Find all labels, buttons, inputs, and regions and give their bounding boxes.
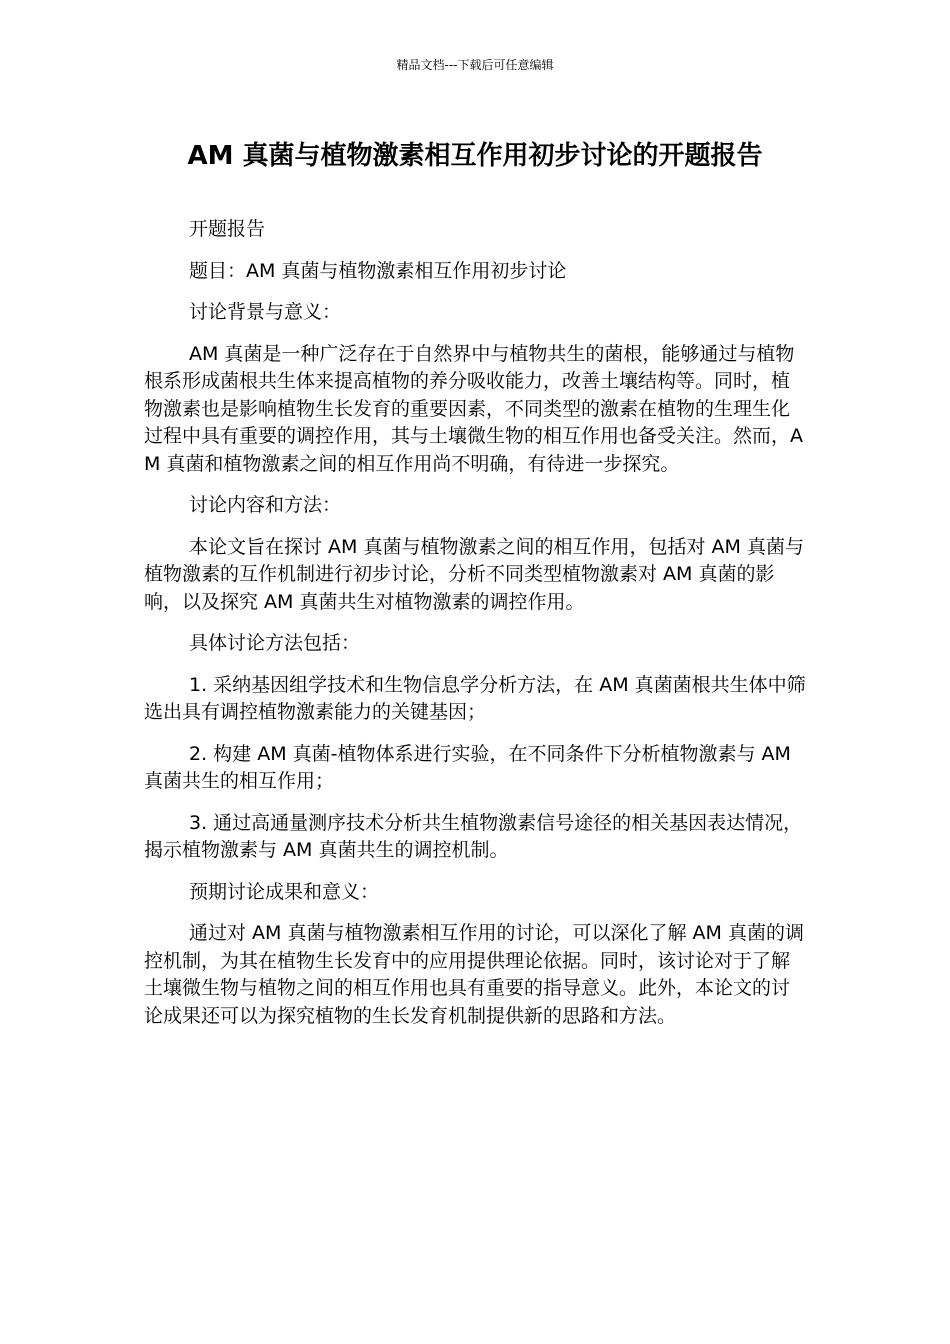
heading-content-methods: 讨论内容和方法： <box>189 494 342 516</box>
heading-specific-methods: 具体讨论方法包括： <box>189 632 361 654</box>
document-body <box>144 216 808 1044</box>
header-note: 精品文档---下载后可任意编辑 <box>396 58 554 72</box>
heading-expected-results: 预期讨论成果和意义： <box>189 880 380 903</box>
paragraph-content: 本论文旨在探讨 AM 真菌与植物激素之间的相互作用，包括对 AM 真菌与植物激素的互作机制进行初步讨论，分析不同类型植物激素对 AM 真菌的影响，以及探究 AM 真菌共生对植物激素的调控作用。 <box>144 535 804 613</box>
heading-background: 讨论背景与意义： <box>189 301 342 323</box>
document-title: AM 真菌与植物激素相互作用初步讨论的开题报告 <box>187 141 763 171</box>
method-item-1: 1. 采纳基因组学技术和生物信息学分析方法，在 AM 真菌菌根共生体中筛选出具有调控植物激素能力的关键基因； <box>144 673 806 723</box>
method-item-2: 2. 构建 AM 真菌-植物体系进行实验，在不同条件下分析植物激素与 AM 真菌共生的相互作用； <box>144 742 791 792</box>
paragraph-background: AM 真菌是一种广泛存在于自然界中与植物共生的菌根，能够通过与植物根系形成菌根共生体来提高植物的养分吸收能力，改善土壤结构等。同时，植物激素也是影响植物生长发育的重要因素，不同类型的激素在植物的生理生化过程中具有重要的调控作用，其与土壤微生物的相互作用也备受关注。然而，AM 真菌和植物激素之间的相互作用尚不明确，有待进一步探究。 <box>144 342 803 475</box>
paragraph-report-label: 开题报告 <box>189 218 266 240</box>
method-item-3: 3. 通过高通量测序技术分析共生植物激素信号途径的相关基因表达情况，揭示植物激素与 AM 真菌共生的调控机制。 <box>144 811 803 861</box>
paragraph-topic: 题目：AM 真菌与植物激素相互作用初步讨论 <box>189 259 567 282</box>
paragraph-expected-results: 通过对 AM 真菌与植物激素相互作用的讨论，可以深化了解 AM 真菌的调控机制，为其在植物生长发育中的应用提供理论依据。同时，该讨论对于了解土壤微生物与植物之间的相互作用也具有重要的指导意义。此外，本论文的讨论成果还可以为探究植物的生长发育机制提供新的思路和方法。 <box>144 922 804 1027</box>
